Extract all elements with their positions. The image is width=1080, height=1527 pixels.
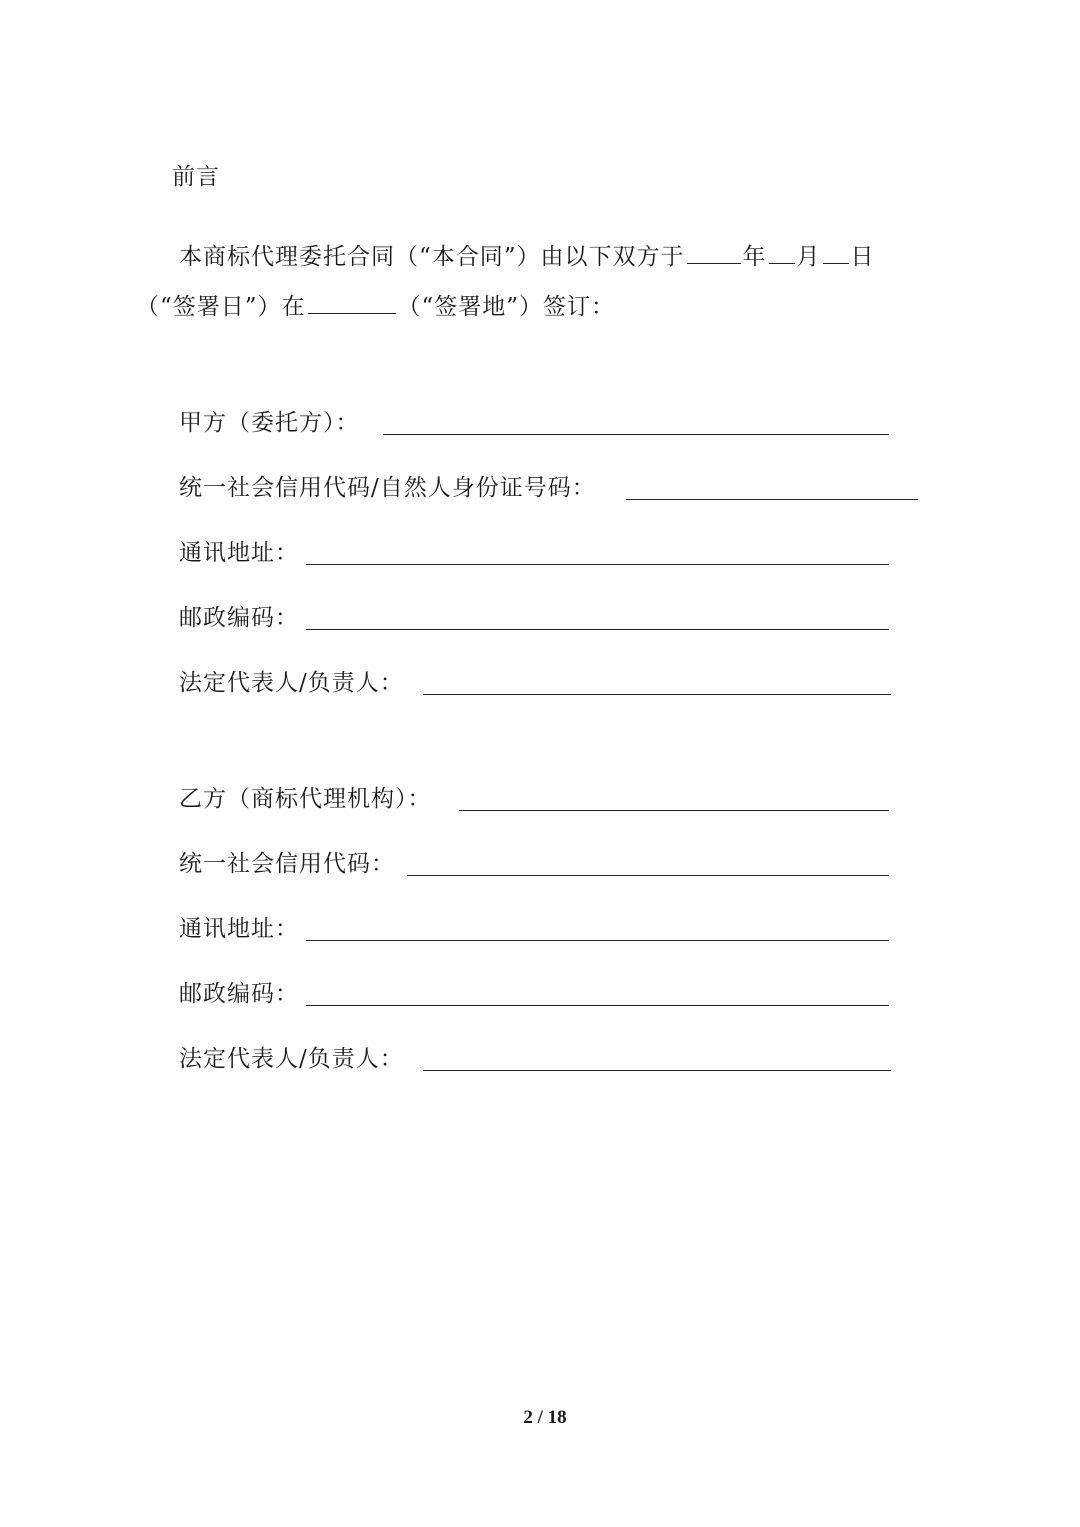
party-b-representative-label: 法定代表人/负责人： — [179, 1046, 404, 1072]
month-blank[interactable] — [769, 241, 795, 264]
party-b-name-label: 乙方（商标代理机构）： — [179, 786, 432, 812]
party-b-credit-code-field[interactable] — [407, 875, 889, 876]
party-b-name-field[interactable] — [459, 810, 889, 811]
party-a-id-field[interactable] — [626, 499, 918, 500]
party-b-address-field[interactable] — [306, 940, 889, 941]
intro-text: 本商标代理委托合同（“本合同”）由以下双方于 — [179, 244, 685, 270]
day-label: 日 — [850, 244, 875, 270]
year-label: 年 — [742, 244, 767, 270]
day-blank[interactable] — [823, 241, 849, 264]
party-a-name-field[interactable] — [383, 434, 889, 435]
party-a-id-label: 统一社会信用代码/自然人身份证号码： — [179, 475, 596, 501]
year-blank[interactable] — [687, 241, 741, 264]
signing-place-blank[interactable] — [308, 291, 396, 314]
intro-line-2 — [136, 291, 615, 322]
signing-date-text: （“签署日”）在 — [136, 294, 306, 320]
party-a-address-field[interactable] — [306, 564, 889, 565]
signing-place-text: （“签署地”）签订： — [397, 294, 616, 320]
page-number: 2 / 18 — [523, 1407, 567, 1428]
party-a-representative-field[interactable] — [423, 694, 891, 695]
party-a-address-label: 通讯地址： — [179, 540, 299, 566]
intro-line-1 — [179, 241, 875, 272]
party-b-address-label: 通讯地址： — [179, 916, 299, 942]
party-b-credit-code-label: 统一社会信用代码： — [179, 851, 395, 877]
party-a-name-label: 甲方（委托方）： — [179, 410, 360, 436]
party-a-representative-label: 法定代表人/负责人： — [179, 670, 404, 696]
party-a-postcode-label: 邮政编码： — [179, 605, 299, 631]
section-heading: 前言 — [172, 164, 220, 190]
month-label: 月 — [796, 244, 821, 270]
party-b-representative-field[interactable] — [423, 1070, 891, 1071]
party-a-postcode-field[interactable] — [306, 629, 889, 630]
party-b-postcode-field[interactable] — [306, 1005, 889, 1006]
party-b-postcode-label: 邮政编码： — [179, 981, 299, 1007]
